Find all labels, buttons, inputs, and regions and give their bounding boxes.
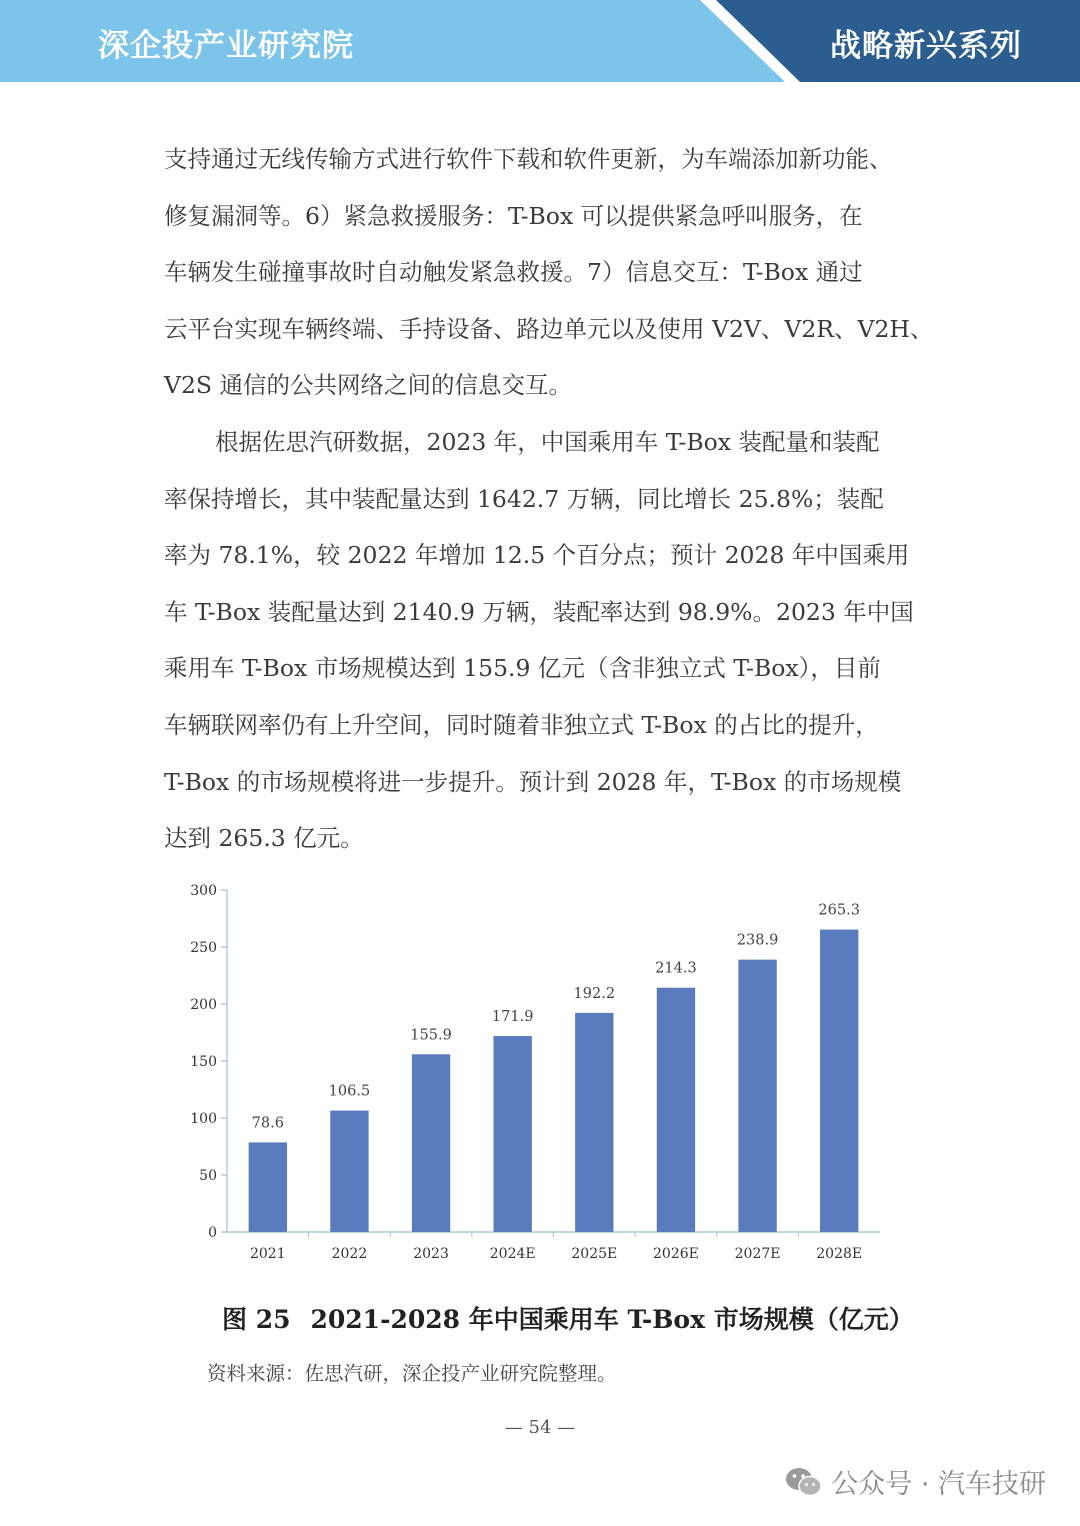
- bar: [412, 1054, 450, 1232]
- text-line: 云平台实现车辆终端、手持设备、路边单元以及使用 V2V、V2R、V2H、: [164, 314, 934, 343]
- bar: [820, 930, 858, 1232]
- figure-number: 图 25: [222, 1305, 291, 1334]
- figure-title: 2021-2028 年中国乘用车 T-Box 市场规模（亿元）: [310, 1305, 914, 1334]
- text-line: 支持通过无线传输方式进行软件下载和软件更新，为车端添加新功能、: [164, 145, 893, 173]
- text-line: 率为 78.1%，较 2022 年增加 12.5 个百分点；预计 2028 年中国乘用: [164, 541, 910, 570]
- x-tick-label: 2023: [413, 1246, 449, 1262]
- data-label: 106.5: [328, 1083, 371, 1100]
- watermark-text: 公众号 · 汽车技研: [831, 1469, 1046, 1500]
- y-tick-label: 150: [190, 1054, 217, 1070]
- text-line: T-Box 的市场规模将进一步提升。预计到 2028 年，T-Box 的市场规模: [164, 767, 902, 796]
- text-line: 车辆联网率仍有上升空间，同时随着非独立式 T-Box 的占比的提升，: [164, 710, 879, 739]
- data-label: 214.3: [655, 960, 697, 977]
- x-tick-label: 2021: [249, 1246, 286, 1262]
- y-tick-label: 200: [190, 997, 217, 1013]
- paragraph-1: [164, 131, 934, 414]
- x-tick-label: 2024E: [489, 1246, 536, 1262]
- y-tick-label: 300: [190, 883, 217, 899]
- bar: [249, 1142, 287, 1232]
- bar: [738, 960, 776, 1232]
- bar: [330, 1111, 368, 1232]
- y-tick-label: 250: [190, 940, 217, 956]
- org-name: 深企投产业研究院: [98, 28, 354, 64]
- watermark: [785, 1462, 1046, 1501]
- text-line: 率保持增长，其中装配量达到 1642.7 万辆，同比增长 25.8%；装配: [164, 484, 884, 513]
- y-tick-label: 100: [190, 1111, 217, 1127]
- x-tick-label: 2028E: [816, 1246, 863, 1262]
- chart-bars: [249, 930, 859, 1232]
- bar: [657, 988, 695, 1232]
- text-line: 修复漏洞等。6）紧急救援服务：T-Box 可以提供紧急呼叫服务，在: [164, 201, 863, 230]
- y-tick-label: 50: [199, 1168, 217, 1184]
- market-size-bar-chart: [170, 872, 900, 1272]
- x-tick-label: 2027E: [734, 1246, 781, 1262]
- paragraph-2: [164, 414, 924, 867]
- x-tick-label: 2026E: [653, 1246, 699, 1262]
- figure-caption: [222, 1300, 914, 1336]
- data-label: 192.2: [573, 985, 616, 1002]
- data-label: 171.9: [491, 1009, 534, 1026]
- text-line: 达到 265.3 亿元。: [164, 824, 364, 853]
- data-label: 78.6: [251, 1115, 284, 1132]
- y-tick-label: 0: [208, 1225, 217, 1241]
- data-label: 265.3: [818, 902, 860, 919]
- wechat-icon: [785, 1466, 823, 1498]
- page-number: — 54 —: [504, 1417, 576, 1438]
- text-line: 车辆发生碰撞事故时自动触发紧急救援。7）信息交互：T-Box 通过: [164, 258, 863, 287]
- data-label: 155.9: [410, 1027, 452, 1044]
- text-line: 乘用车 T-Box 市场规模达到 155.9 亿元（含非独立式 T-Box），目前: [164, 654, 881, 683]
- text-line: V2S 通信的公共网络之间的信息交互。: [164, 371, 572, 400]
- text-line: 根据佐思汽研数据，2023 年，中国乘用车 T-Box 装配量和装配: [215, 427, 880, 456]
- series-name: 战略新兴系列: [830, 28, 1022, 64]
- text-line: 车 T-Box 装配量达到 2140.9 万辆，装配率达到 98.9%。2023 年中国: [164, 597, 914, 626]
- data-label: 238.9: [736, 932, 779, 949]
- x-tick-label: 2025E: [571, 1246, 618, 1262]
- bar: [494, 1036, 532, 1232]
- page-header: [0, 0, 1080, 82]
- figure-source: 资料来源：佐思汽研，深企投产业研究院整理。: [207, 1362, 617, 1385]
- bar: [575, 1013, 613, 1232]
- body-text: [164, 131, 934, 867]
- x-tick-label: 2022: [331, 1246, 368, 1262]
